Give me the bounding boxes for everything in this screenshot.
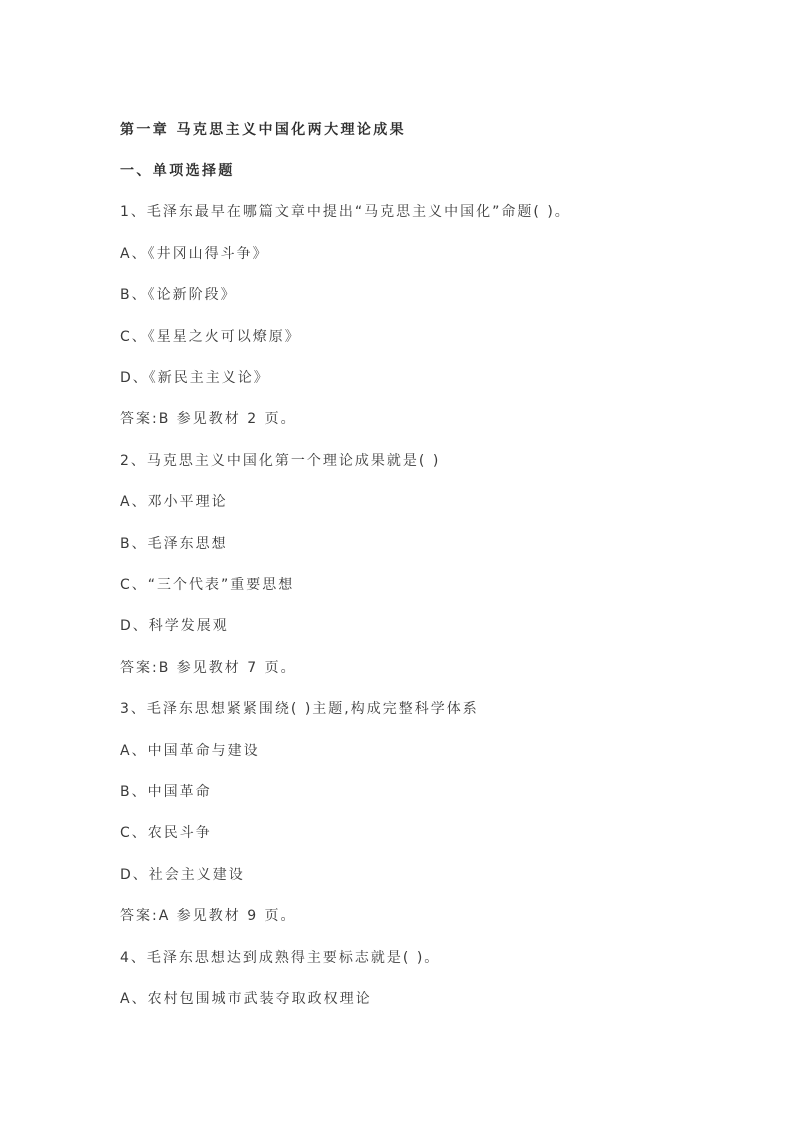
question-2-answer: 答案:B 参见教材 7 页。 [120,660,297,676]
question-1-option-a: A、《井冈山得斗争》 [120,246,269,262]
question-2-option-a: A、邓小平理论 [120,494,228,510]
question-2-option-d: D、科学发展观 [120,618,229,634]
question-2-option-c: C、“三个代表”重要思想 [120,577,295,593]
question-4: 4、毛泽东思想达到成熟得主要标志就是( )。 [120,950,441,966]
question-1-option-b: B、《论新阶段》 [120,287,237,303]
question-3-option-a: A、中国革命与建设 [120,743,260,759]
question-3-answer: 答案:A 参见教材 9 页。 [120,908,297,924]
question-1-answer: 答案:B 参见教材 2 页。 [120,411,297,427]
question-2: 2、马克思主义中国化第一个理论成果就是( ) [120,453,441,469]
section-title: 一、单项选择题 [120,163,235,179]
question-3: 3、毛泽东思想紧紧围绕( )主题,构成完整科学体系 [120,701,479,717]
question-3-option-b: B、中国革命 [120,784,212,800]
question-3-option-d: D、社会主义建设 [120,867,245,883]
question-1: 1、毛泽东最早在哪篇文章中提出“马克思主义中国化”命题( )。 [120,204,571,220]
question-1-option-c: C、《星星之火可以燎原》 [120,329,301,345]
question-2-option-b: B、毛泽东思想 [120,536,228,552]
question-4-option-a: A、农村包围城市武装夺取政权理论 [120,991,372,1007]
question-1-option-d: D、《新民主主义论》 [120,370,270,386]
chapter-title: 第一章 马克思主义中国化两大理论成果 [120,122,407,138]
question-3-option-c: C、农民斗争 [120,825,212,841]
